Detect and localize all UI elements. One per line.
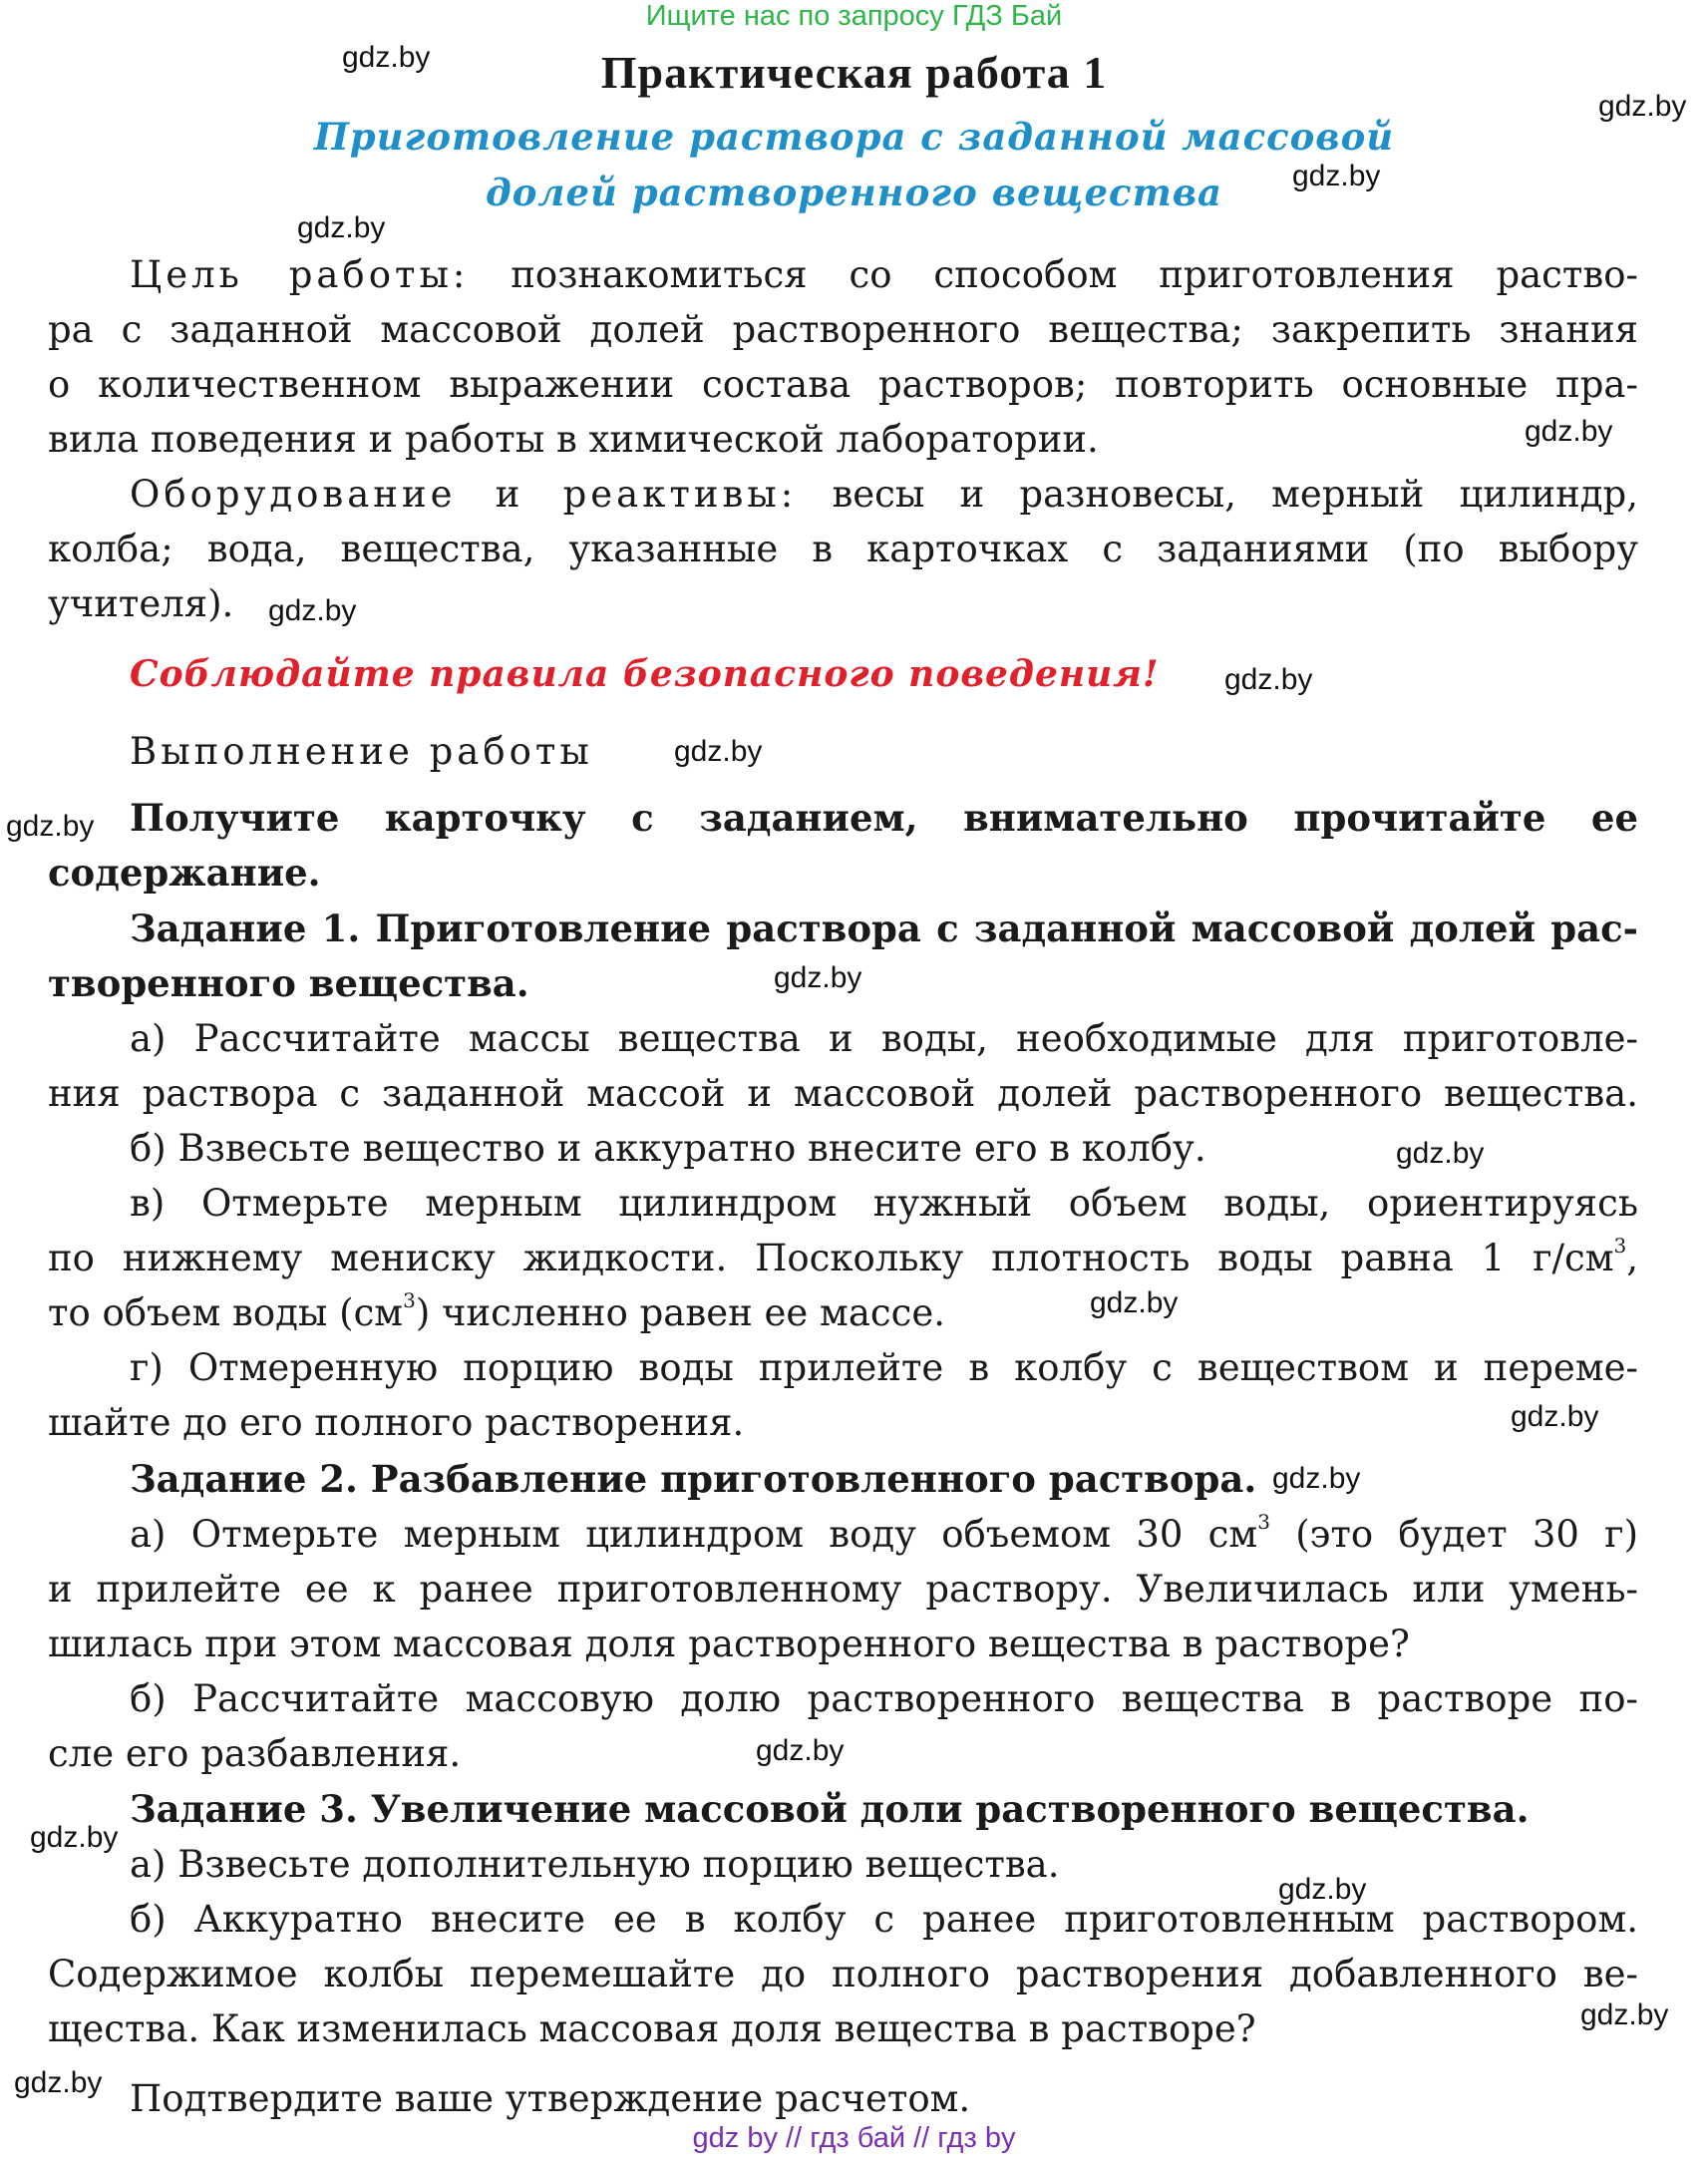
goal-paragraph (48, 247, 1638, 467)
watermark: gdz.by (30, 1821, 119, 1854)
watermark: gdz.by (1580, 1998, 1669, 2031)
task-2 (48, 1452, 1638, 1781)
watermark: gdz.by (1090, 1286, 1179, 1319)
watermark: gdz.by (774, 961, 862, 994)
subtitle-line-2: долей растворенного вещества (485, 171, 1223, 214)
safety-warning: Соблюдайте правила безопасного поведения! (130, 653, 1160, 695)
task-1-heading: творенного вещества. (48, 961, 529, 1005)
equipment-text: учителя). (48, 582, 234, 625)
task-1-step-v: то объем воды $(см^3)$ численно равен ее массе. (48, 1288, 946, 1334)
watermark: gdz.by (1224, 663, 1313, 696)
watermark: gdz.by (1511, 1400, 1599, 1433)
task-3-step-b: щества. Как изменилась массовая доля вещества в растворе? (48, 2007, 1256, 2050)
goal-text: познакомиться со способом приготовления раство- (511, 253, 1638, 296)
task-1-step-a: ния раствора с заданной массой и массовой долей растворенного вещества. (48, 1072, 1638, 1115)
watermark: gdz.by (1278, 1873, 1367, 1906)
watermark: gdz.by (674, 735, 763, 768)
watermark: gdz.by (268, 594, 357, 627)
equipment-label: Оборудование и реактивы: (130, 473, 798, 516)
task-3 (48, 1782, 1638, 2056)
task-1-step-b: б) Взвесьте вещество и аккуратно внесите его в колбу. (130, 1127, 1206, 1170)
page-title: Практическая работа 1 (600, 47, 1108, 98)
goal-text: вила поведения и работы в химической лаборатории. (48, 418, 1099, 461)
task-3-step-b: Содержимое колбы перемешайте до полного растворения добавленного ве- (48, 1953, 1638, 1995)
task-2-step-a: а) Отмерьте мерным цилиндром воду объемом 30 $см^3$ (это будет 30 г) (130, 1510, 1638, 1556)
watermark: gdz.by (6, 810, 95, 843)
watermark: gdz.by (14, 2066, 103, 2099)
watermark: gdz.by (1272, 1462, 1361, 1495)
watermark: gdz.by (342, 41, 431, 74)
equipment-text: колба; вода, вещества, указанные в карточках с заданиями (по выбору (48, 528, 1638, 570)
procedure-heading: Выполнение работы (130, 730, 593, 773)
task-2-step-b: б) Рассчитайте массовую долю растворенного вещества в растворе по- (130, 1677, 1638, 1720)
task-3-step-a: а) Взвесьте дополнительную порцию вещества. (130, 1843, 1060, 1886)
watermark: gdz.by (756, 1734, 845, 1767)
goal-text: ра с заданной массовой долей растворенного вещества; закрепить знания (48, 308, 1638, 351)
task-1-step-g: г) Отмеренную порцию воды прилейте в колбу с веществом и переме- (130, 1346, 1638, 1389)
watermark: gdz.by (1525, 415, 1613, 448)
goal-label: Цель работы: (130, 253, 470, 296)
task-3-confirm: Подтвердите ваше утверждение расчетом. (130, 2077, 971, 2120)
task-1-step-a: а) Рассчитайте массы вещества и воды, необходимые для приготовле- (130, 1017, 1638, 1060)
task-1-heading: Задание 1. Приготовление раствора с заданной массовой долей рас- (130, 906, 1638, 950)
task-1-step-g: шайте до его полного растворения. (48, 1401, 745, 1444)
goal-text: о количественном выражении состава растворов; повторить основные пра- (48, 363, 1638, 406)
watermark: gdz.by (1292, 160, 1381, 192)
task-1-step-v: в) Отмерьте мерным цилиндром нужный объем воды, ориентируясь (130, 1182, 1638, 1225)
task-3-step-b: б) Аккуратно внесите ее в колбу с ранее приготовленным раствором. (130, 1898, 1638, 1941)
equipment-text: весы и разновесы, мерный цилиндр, (832, 473, 1639, 516)
footer: gdz by // гдз бай // гдз by (692, 2122, 1016, 2154)
task-2-step-b: сле его разбавления. (48, 1732, 462, 1775)
task-2-heading: Задание 2. Разбавление приготовленного раствора. (130, 1457, 1257, 1501)
task-1-step-v: по нижнему мениску жидкости. Поскольку плотность воды равна 1 $г/см^3$, (48, 1234, 1638, 1279)
task-3-heading: Задание 3. Увеличение массовой доли растворенного вещества. (130, 1787, 1530, 1831)
watermark: gdz.by (1396, 1137, 1485, 1170)
intro-paragraph: Получите карточку с заданием, внимательно прочитайте ее содержание. (48, 796, 1638, 895)
watermark: gdz.by (297, 211, 386, 244)
task-2-step-a: и прилейте ее к ранее приготовленному раствору. Увеличилась или умень- (48, 1568, 1638, 1611)
subtitle-line-1: Приготовление раствора с заданной массовой (313, 115, 1395, 159)
top-banner: Ищите нас по запросу ГДЗ Бай (645, 0, 1063, 32)
task-2-step-a: шилась при этом массовая доля растворенного вещества в растворе? (48, 1623, 1410, 1665)
watermark: gdz.by (1598, 90, 1687, 123)
